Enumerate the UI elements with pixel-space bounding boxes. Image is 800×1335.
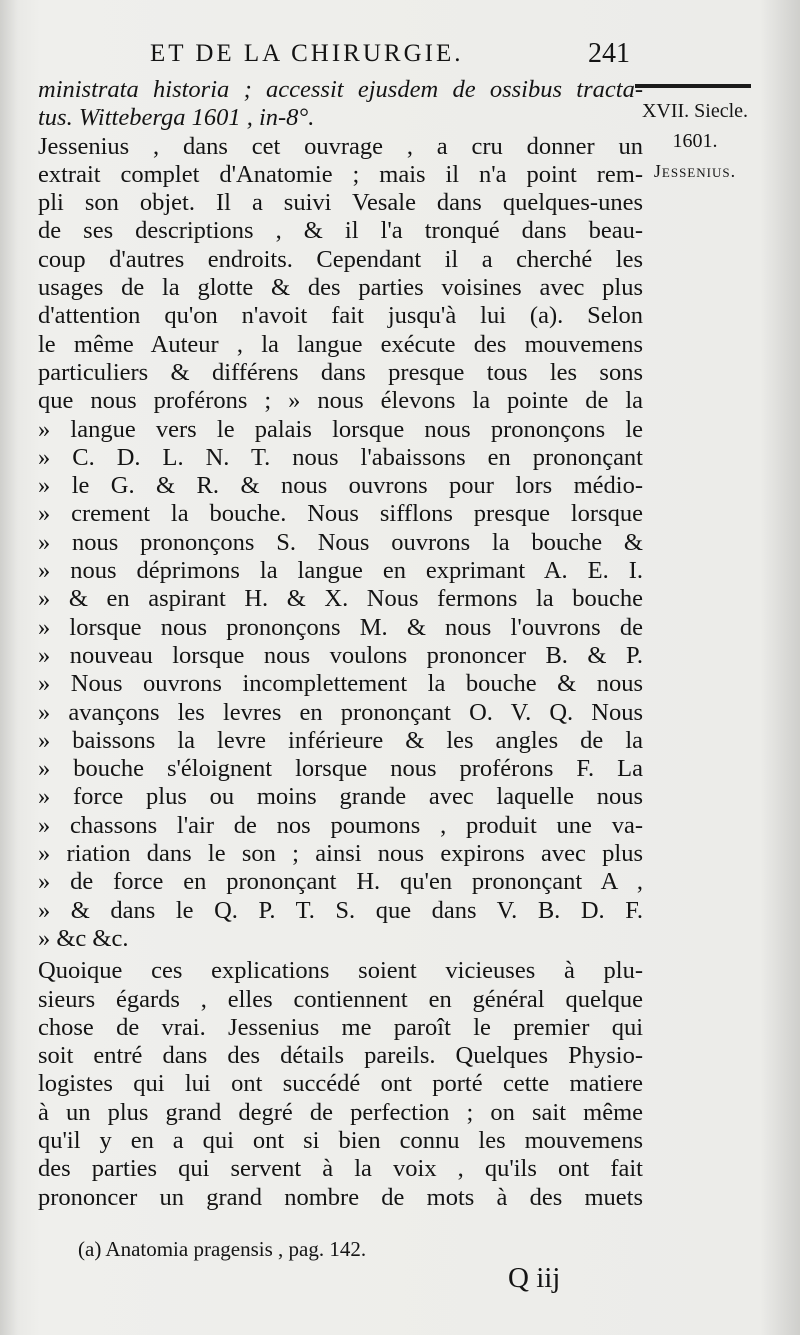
quoted-line: » le G. & R. & nous ouvrons pour lors médio- xyxy=(38,472,643,500)
margin-notes xyxy=(632,96,758,186)
quoted-line: » lorsque nous prononçons M. & nous l'ouvrons de xyxy=(38,613,643,641)
margin-note-author: Jessenius. xyxy=(653,161,737,181)
text-line: prononcer un grand nombre de mots à des muets xyxy=(38,1183,643,1211)
margin-note-century: XVII. Siecle. xyxy=(641,100,749,122)
quoted-line: » riation dans le son ; ainsi nous expirons avec plus xyxy=(38,840,643,868)
quoted-line: » nous prononçons S. Nous ouvrons la bouche & xyxy=(38,528,643,556)
quoted-line: » &c &c. xyxy=(38,924,129,952)
quoted-line: » chassons l'air de nos poumons , produit une va- xyxy=(38,811,643,839)
text-line: usages de la glotte & des parties voisines avec plus xyxy=(38,274,643,302)
quoted-line: » crement la bouche. Nous sifflons presque lorsque xyxy=(38,500,643,528)
text-line: d'attention qu'on n'avoit fait jusqu'à lui (a). Selon xyxy=(38,302,643,330)
text-line: extrait complet d'Anatomie ; mais il n'a point rem- xyxy=(38,160,643,188)
text-line: particuliers & différens dans presque tous les sons xyxy=(38,358,643,386)
page-number: 241 xyxy=(588,38,630,69)
text-line: chose de vrai. Jessenius me paroît le premier qui xyxy=(38,1013,643,1041)
text-line: coup d'autres endroits. Cependant il a cherché les xyxy=(38,245,643,273)
signature-mark: Q iij xyxy=(508,1262,561,1294)
text-line: qu'il y en a qui ont si bien connu les mouvemens xyxy=(38,1126,643,1154)
text-line: soit entré dans des détails pareils. Quelques Physio- xyxy=(38,1042,643,1070)
text-line: pli son objet. Il a suivi Vesale dans quelques-unes xyxy=(38,189,643,217)
margin-rule xyxy=(635,84,751,88)
text-line: Quoique ces explications soient vicieuses à plu- xyxy=(38,957,643,985)
quoted-line: » baissons la levre inférieure & les angles de la xyxy=(38,726,643,754)
quoted-line: » de force en prononçant H. qu'en prononçant A , xyxy=(38,868,643,896)
running-header xyxy=(150,40,630,68)
quoted-line: » & dans le Q. P. T. S. que dans V. B. D. F. xyxy=(38,896,643,924)
text-line: de ses descriptions , & il l'a tronqué dans beau- xyxy=(38,217,643,245)
text-line: logistes qui lui ont succédé ont porté cette matiere xyxy=(38,1070,643,1098)
text-line: ministrata historia ; accessit ejusdem de ossibus tracta- xyxy=(38,76,643,103)
quoted-line: » nouveau lorsque nous voulons prononcer B. & P. xyxy=(38,641,643,669)
text-line: que nous proférons ; » nous élevons la pointe de la xyxy=(38,387,643,415)
text-line: à un plus grand degré de perfection ; on sait même xyxy=(38,1098,643,1126)
text-line: tus. Witteberga 1601 , in-8°. xyxy=(38,104,315,132)
running-title: ET DE LA CHIRURGIE. xyxy=(150,40,464,67)
quoted-line: » langue vers le palais lorsque nous prononçons le xyxy=(38,415,643,443)
quoted-line: » nous déprimons la langue en exprimant A. E. I. xyxy=(38,557,643,585)
quoted-line: » & en aspirant H. & X. Nous fermons la bouche xyxy=(38,585,643,613)
quoted-line: » Nous ouvrons incomplettement la bouche & nous xyxy=(38,670,643,698)
body-text xyxy=(38,76,643,1212)
quoted-line: » force plus ou moins grande avec laquelle nous xyxy=(38,783,643,811)
text-line: des parties qui servent à la voix , qu'ils ont fait xyxy=(38,1155,643,1183)
quoted-line: » C. D. L. N. T. nous l'abaissons en prononçant xyxy=(38,443,643,471)
margin-note-year: 1601. xyxy=(672,130,718,152)
text-line: Jessenius , dans cet ouvrage , a cru donner un xyxy=(38,132,643,160)
footnote: (a) Anatomia pragensis , pag. 142. xyxy=(78,1237,367,1261)
quoted-line: » avançons les levres en prononçant O. V. Q. Nous xyxy=(38,698,643,726)
text-line: sieurs égards , elles contiennent en général quelque xyxy=(38,985,643,1013)
text-line: le même Auteur , la langue exécute des mouvemens xyxy=(38,330,643,358)
quoted-line: » bouche s'éloignent lorsque nous proférons F. La xyxy=(38,755,643,783)
